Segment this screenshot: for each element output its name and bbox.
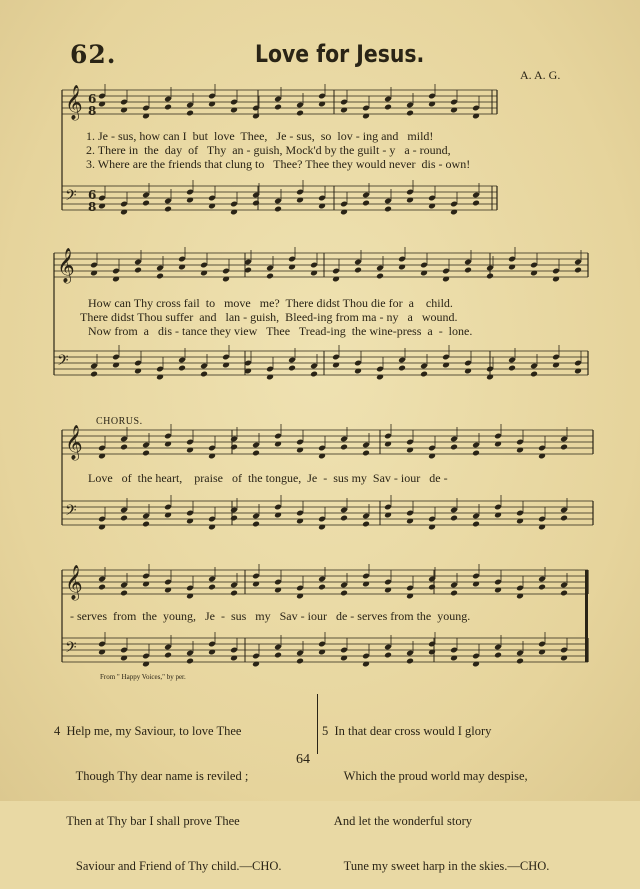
note-head: [376, 273, 384, 280]
note-head: [186, 110, 194, 117]
note-head: [464, 267, 472, 274]
note-head: [274, 206, 282, 213]
note-head: [508, 365, 516, 372]
note-head: [574, 267, 582, 274]
time-signature-treble: 8: [88, 104, 97, 118]
treble-clef-icon: 𝄞: [65, 85, 83, 120]
note-head: [266, 273, 274, 280]
verse4-line: 4 Help me, my Saviour, to love Thee: [54, 724, 242, 738]
note-head: [420, 371, 428, 378]
verse-4: [54, 694, 282, 889]
note-head: [120, 515, 128, 522]
verse-divider: [317, 694, 318, 754]
bass-clef-icon: 𝄢: [65, 502, 77, 523]
hymn-number: 62.: [70, 40, 117, 69]
note-head: [274, 104, 282, 111]
verse5-line: Tune my sweet harp in the skies.—CHO.: [322, 859, 550, 873]
treble-clef-icon: 𝄞: [57, 248, 75, 283]
note-head: [178, 365, 186, 372]
note-head: [318, 584, 326, 591]
note-head: [354, 267, 362, 274]
note-head: [186, 658, 194, 665]
chorus-lyric-line2: - serves from the young, Je - sus my Sav - iour de - serves from the young.: [70, 609, 471, 623]
note-head: [252, 450, 260, 457]
note-head: [252, 521, 260, 528]
chorus-lyric-line1: Love of the heart, praise of the tongue, Je - sus my Sav - iour de -: [88, 471, 448, 485]
note-head: [428, 584, 436, 591]
note-head: [98, 584, 106, 591]
note-head: [296, 110, 304, 117]
note-head: [362, 521, 370, 528]
note-head: [362, 200, 370, 207]
lyric-line-verse1: 1. Je - sus, how can I but love Thee, Je - sus, so lov - ing and mild!: [86, 129, 434, 143]
note-head: [252, 200, 260, 207]
note-head: [90, 371, 98, 378]
note-head: [472, 521, 480, 528]
note-head: [142, 521, 150, 528]
verse-5: [322, 694, 549, 889]
verse5-line: And let the wonderful story: [322, 814, 472, 828]
note-head: [398, 365, 406, 372]
note-head: [208, 584, 216, 591]
bass-clef-icon: 𝄢: [65, 639, 77, 660]
note-head: [340, 515, 348, 522]
note-head: [406, 110, 414, 117]
chorus-label: CHORUS.: [96, 416, 143, 427]
treble-clef-icon: 𝄞: [65, 425, 83, 460]
note-head: [120, 444, 128, 451]
note-head: [406, 658, 414, 665]
note-head: [288, 365, 296, 372]
page-number: 64: [296, 752, 310, 767]
lyric-line-verse3: 3. Where are the friends that clung to Thee? Thee they would never dis - own!: [86, 157, 471, 171]
note-head: [384, 652, 392, 659]
note-head: [450, 515, 458, 522]
note-head: [560, 444, 568, 451]
note-head: [200, 371, 208, 378]
verse4-line: Though Thy dear name is reviled ;: [54, 769, 249, 783]
note-head: [516, 658, 524, 665]
note-head: [142, 200, 150, 207]
verse4-line: Then at Thy bar I shall prove Thee: [54, 814, 240, 828]
note-head: [450, 590, 458, 597]
note-head: [486, 273, 494, 280]
note-head: [384, 206, 392, 213]
note-head: [274, 652, 282, 659]
time-signature-bass: 8: [88, 200, 97, 214]
note-head: [530, 371, 538, 378]
verse5-line: 5 In that dear cross would I glory: [322, 724, 492, 738]
time-signature-bass: 6: [88, 188, 97, 202]
note-head: [340, 444, 348, 451]
lyric-line-verse3-cont: Now from a dis - tance they view Thee Tread-ing the wine-press a - lone.: [88, 324, 473, 338]
note-head: [120, 590, 128, 597]
note-head: [142, 450, 150, 457]
note-head: [156, 273, 164, 280]
note-head: [230, 444, 238, 451]
note-head: [164, 652, 172, 659]
note-head: [560, 590, 568, 597]
treble-clef-icon: 𝄞: [65, 565, 83, 600]
note-head: [384, 104, 392, 111]
note-head: [450, 444, 458, 451]
note-head: [560, 515, 568, 522]
note-head: [164, 104, 172, 111]
lyric-line-verse1-cont: How can Thy cross fail to move me? There didst Thou die for a child.: [88, 296, 453, 310]
time-signature-treble: 6: [88, 92, 97, 106]
verse5-line: Which the proud world may despise,: [322, 769, 528, 783]
note-head: [230, 590, 238, 597]
note-head: [230, 515, 238, 522]
final-double-bar: [585, 570, 588, 662]
bass-clef-icon: 𝄢: [65, 187, 77, 208]
note-head: [494, 652, 502, 659]
verse4-line: Saviour and Friend of Thy child.—CHO.: [54, 859, 282, 873]
note-head: [296, 658, 304, 665]
note-head: [472, 200, 480, 207]
note-head: [538, 584, 546, 591]
note-head: [362, 450, 370, 457]
hymn-title: Love for Jesus.: [255, 40, 425, 68]
lyric-line-verse2: 2. There in the day of Thy an - guish, Mock'd by the guilt - y a - round,: [86, 143, 451, 157]
note-head: [134, 267, 142, 274]
lyric-line-verse2-cont: There didst Thou suffer and lan - guish, Bleed-ing from ma - ny a wound.: [80, 310, 458, 324]
hymn-author: A. A. G.: [520, 68, 561, 82]
bass-clef-icon: 𝄢: [57, 352, 69, 373]
note-head: [340, 590, 348, 597]
note-head: [472, 450, 480, 457]
note-head: [164, 206, 172, 213]
source-credit: From " Happy Voices," by per.: [100, 673, 186, 681]
note-head: [310, 371, 318, 378]
